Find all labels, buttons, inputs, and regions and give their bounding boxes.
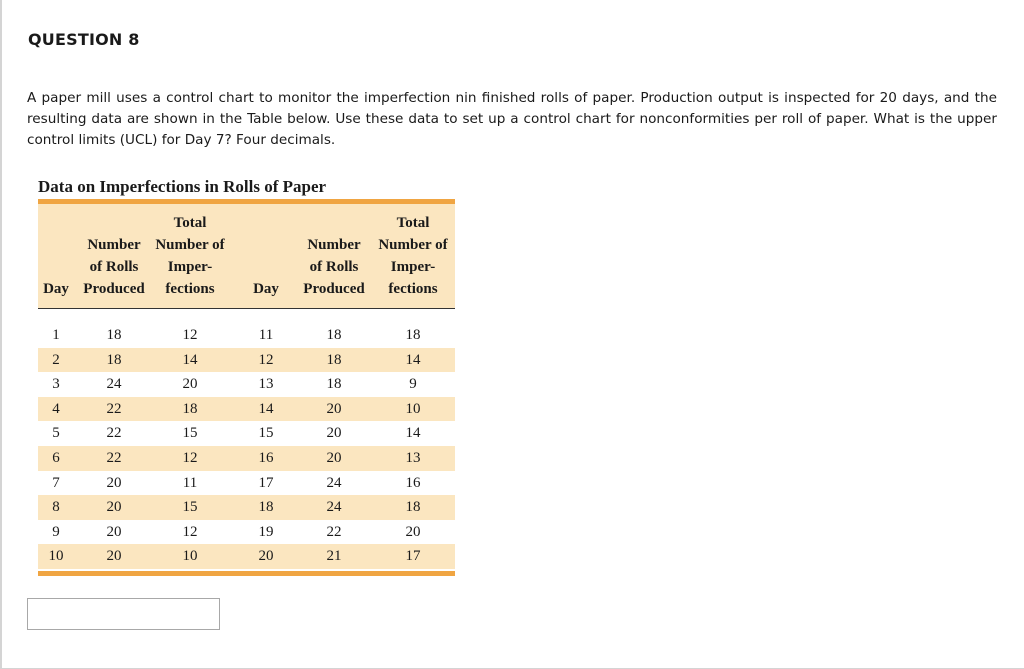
table-cell: 18	[182, 400, 198, 417]
table-cell: 20	[326, 400, 342, 417]
table-cell: 18	[106, 351, 122, 368]
table-cell: 20	[326, 425, 342, 442]
table-row	[38, 495, 455, 520]
table-spacer	[38, 309, 455, 323]
table-cell: 24	[106, 376, 122, 393]
frame-left-border	[0, 0, 2, 669]
table-row	[38, 397, 455, 422]
table-body	[38, 323, 455, 569]
table-cell: 13	[405, 449, 421, 466]
table-cell: 10	[405, 400, 421, 417]
table-cell: 18	[106, 327, 122, 343]
table-cell: 16	[405, 474, 421, 491]
data-table	[38, 199, 455, 576]
table-cell: 3	[52, 376, 60, 393]
question-text: A paper mill uses a control chart to monitor the imperfection nin finished rolls of paper. Production output is inspected for 20 days, and the resulting data are shown in the Table below. Use these data to set up a control chart for nonconformities per roll of paper. What is the upper control limits (UCL) for Day 7? Four decimals.	[27, 90, 997, 148]
table-cell: 10	[182, 548, 198, 565]
answer-input[interactable]	[27, 598, 220, 630]
header-day-1: Day	[43, 281, 69, 297]
table-cell: 22	[106, 425, 122, 442]
table-cell: 18	[326, 376, 342, 393]
table-cell: 20	[326, 449, 342, 466]
table-cell: 20	[106, 523, 122, 540]
table-cell: 24	[326, 499, 342, 516]
table-cell: 20	[182, 376, 198, 393]
table-cell: 18	[326, 351, 342, 368]
table-cell: 12	[258, 351, 274, 368]
table-cell: 14	[405, 351, 421, 368]
table-cell: 14	[182, 351, 198, 368]
table-cell: 12	[182, 327, 198, 343]
table-row	[38, 421, 455, 446]
table-cell: 2	[52, 351, 60, 368]
table-cell: 24	[326, 474, 342, 491]
table-cell: 6	[52, 449, 60, 466]
table-title: Data on Imperfections in Rolls of Paper	[38, 177, 327, 196]
table-cell: 9	[52, 523, 60, 540]
table-cell: 8	[52, 499, 60, 516]
table-cell: 20	[106, 548, 122, 565]
table-cell: 7	[52, 474, 60, 491]
header-imperfections-1: Total Number of Imper- fections	[155, 215, 225, 297]
header-rolls-2: Number of Rolls Produced	[303, 237, 365, 297]
table-cell: 22	[106, 400, 122, 417]
table-cell: 16	[258, 449, 274, 466]
table-cell: 1	[52, 327, 60, 343]
table-cell: 18	[258, 499, 274, 516]
table-cell: 13	[258, 376, 274, 393]
table-header	[38, 204, 455, 309]
header-rolls-1: Number of Rolls Produced	[83, 237, 145, 297]
table-cell: 15	[258, 425, 274, 442]
table-cell: 11	[258, 327, 274, 343]
table-row	[38, 372, 455, 397]
table-cell: 14	[405, 425, 421, 442]
table-cell: 20	[258, 548, 274, 565]
table-cell: 12	[182, 449, 198, 466]
table-cell: 17	[258, 474, 274, 491]
header-day-2: Day	[253, 281, 279, 297]
table-cell: 15	[182, 425, 198, 442]
table-cell: 9	[409, 376, 417, 393]
table-cell: 14	[258, 400, 274, 417]
table-cell: 12	[182, 523, 198, 540]
table-cell: 18	[405, 499, 421, 516]
table-cell: 20	[405, 523, 421, 540]
table-cell: 20	[106, 499, 122, 516]
table-cell: 20	[106, 474, 122, 491]
table-row	[38, 520, 455, 545]
table-cell: 4	[52, 400, 60, 417]
table-cell: 17	[405, 548, 421, 565]
table-cell: 22	[106, 449, 122, 466]
table-cell: 19	[258, 523, 274, 540]
table-cell: 18	[405, 327, 421, 343]
table-row	[38, 446, 455, 471]
table-row	[38, 323, 455, 348]
table-cell: 10	[48, 548, 64, 565]
header-imperfections-2: Total Number of Imper- fections	[378, 215, 448, 297]
table-row	[38, 471, 455, 496]
table-cell: 22	[326, 523, 342, 540]
table-cell: 5	[52, 425, 60, 442]
table-row	[38, 544, 455, 569]
table-cell: 21	[326, 548, 342, 565]
table-row	[38, 348, 455, 373]
table-cell: 18	[326, 327, 342, 343]
table-bottom-rule	[38, 571, 455, 576]
table-cell: 11	[182, 474, 198, 491]
table-cell: 15	[182, 499, 198, 516]
question-title: QUESTION 8	[28, 30, 140, 49]
